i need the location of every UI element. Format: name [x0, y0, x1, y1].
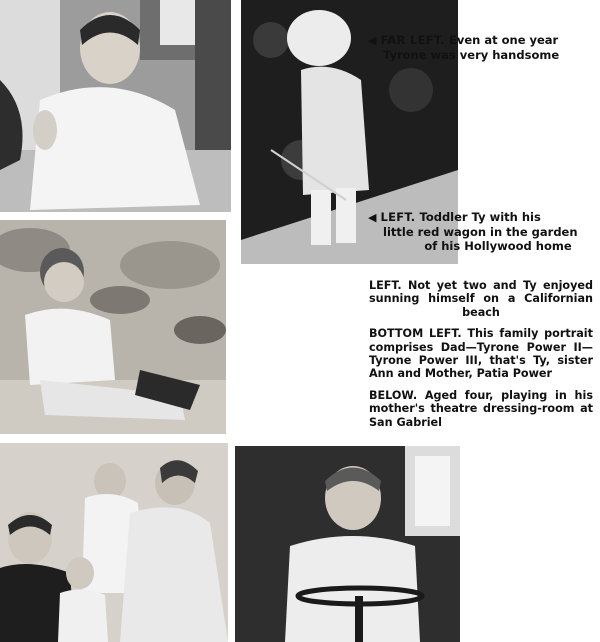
caption-text: Even at one year	[449, 33, 559, 47]
caption-text: This family portrait comprises Dad—Tyrone Power II—Tyrone Power III, that's Ty, sister Ann and Mother, Patia Power	[369, 327, 593, 381]
photo-boy-dressing-room	[235, 446, 460, 642]
photo-infant-one-year	[0, 0, 231, 212]
caption-text: little red wagon in the garden	[383, 225, 578, 239]
caption-lead: FAR LEFT.	[380, 33, 445, 47]
caption-far-left	[368, 33, 598, 62]
caption-lead: BOTTOM LEFT.	[369, 327, 462, 341]
caption-column	[369, 279, 593, 437]
left-pointer-icon: ◀	[368, 34, 377, 47]
caption-lead: LEFT.	[380, 210, 416, 224]
caption-below	[369, 389, 593, 429]
caption-text: of his Hollywood home	[424, 239, 572, 253]
caption-left-beach	[369, 279, 593, 319]
caption-lead: BELOW.	[369, 388, 418, 402]
caption-lead: LEFT.	[369, 279, 402, 292]
photo-child-beach	[0, 220, 226, 434]
caption-text: Tyrone was very handsome	[383, 48, 560, 62]
photo-family-portrait	[0, 443, 228, 642]
caption-text: Aged four, playing in his mother's theatre dressing-room at San Gabriel	[369, 388, 593, 429]
caption-text: Toddler Ty with his	[419, 210, 541, 224]
caption-bottom-left	[369, 327, 593, 381]
left-pointer-icon: ◀	[368, 211, 377, 224]
caption-left-wagon	[368, 210, 598, 253]
caption-text: Not yet two and Ty enjoyed sunning himself on a Californian beach	[369, 279, 593, 319]
